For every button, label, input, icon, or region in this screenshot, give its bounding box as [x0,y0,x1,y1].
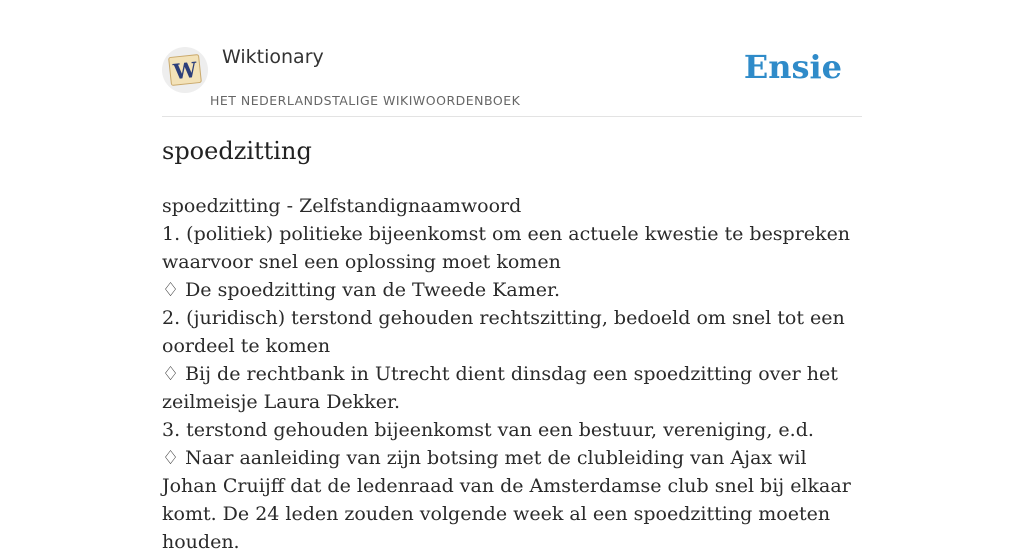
definition-3: 3. terstond gehouden bijeenkomst van een bestuur, vereniging, e.d. [162,419,814,441]
definition-2: 2. (juridisch) terstond gehouden rechtszitting, bedoeld om snel tot een oordeel te komen [162,307,845,357]
definition-1: 1. (politiek) politieke bijeenkomst om een actuele kwestie te bespreken waarvoor snel een oplossing moet komen [162,223,851,273]
entry-heading-line: spoedzitting - Zelfstandignaamwoord [162,195,522,217]
site-subtitle: HET NEDERLANDSTALIGE WIKIWOORDENBOEK [210,93,521,108]
example-3: ♢ Naar aanleiding van zijn botsing met de clubleiding van Ajax wil Johan Cruijff dat de ledenraad van de Amsterdamse club snel bij elkaar komt. De 24 leden zouden volgende week al een spoedzitting moeten houden. [162,447,851,553]
entry-content [162,192,862,556]
example-2: ♢ Bij de rechtbank in Utrecht dient dinsdag een spoedzitting over het zeilmeisje Laura Dekker. [162,363,838,413]
wiktionary-logo-icon[interactable] [162,47,208,93]
ensie-brand-logo[interactable]: Ensie [743,48,842,86]
site-header [162,44,862,117]
logo-tile-icon [168,53,202,87]
example-1: ♢ De spoedzitting van de Tweede Kamer. [162,279,561,301]
page-title: spoedzitting [162,137,312,165]
site-name[interactable]: Wiktionary [222,46,324,68]
logo-letter: W [172,56,199,85]
